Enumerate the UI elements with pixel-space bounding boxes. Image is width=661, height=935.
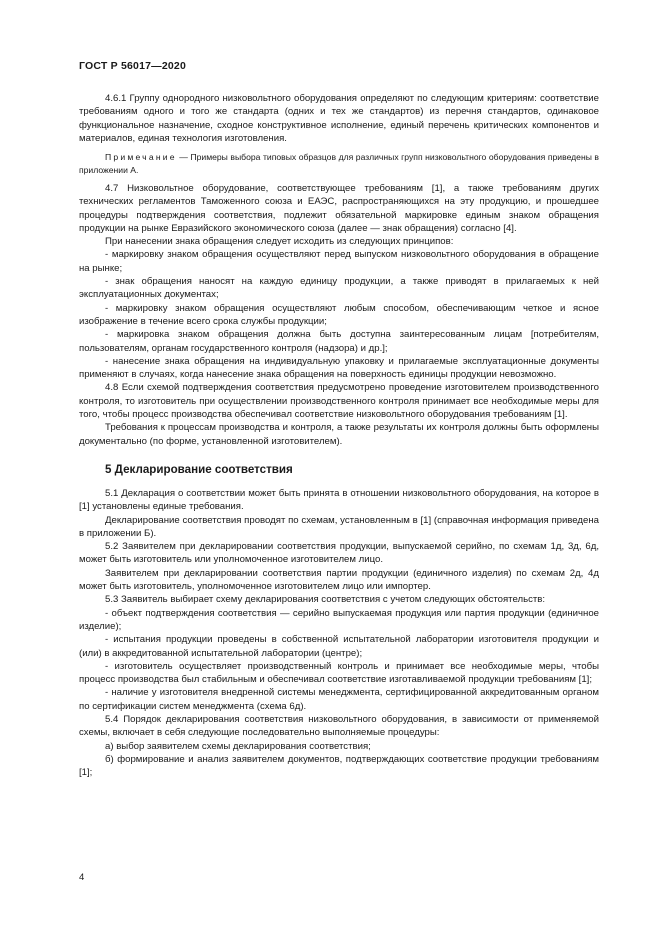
paragraph-group-5 — [79, 487, 599, 780]
note-label: Примечание — [105, 152, 177, 163]
body-paragraph: Декларирование соответствия проводят по схемам, установленным в [1] (справочная информация приведена в приложении Б). — [79, 514, 599, 539]
body-paragraph: Требования к процессам производства и контроля, а также результаты их контроля должны быть оформлены документально (по форме, установленной изготовителем). — [79, 422, 599, 447]
body-paragraph: 5.1 Декларация о соответствии может быть принята в отношении низковольтного оборудования, на которое в [1] установлены единые требования. — [79, 487, 599, 513]
body-paragraph: - маркировка знаком обращения должна быть доступна заинтересованным лицам [потребителям, пользователям, органам государственного контроля (надзора) и др.]; — [79, 329, 599, 354]
body-paragraph: - изготовитель осуществляет производственный контроль и принимает все необходимые меры, чтобы процесс производства был стабильным и обеспечивал соответствие изготавливаемой продукции требованиям [1]; — [79, 660, 599, 686]
body-paragraph: - испытания продукции проведены в собственной испытательной лаборатории изготовителя продукции и (или) в аккредитованной испытательной лаборатории (центре); — [79, 634, 599, 659]
body-paragraph: 4.7 Низковольтное оборудование, соответствующее требованиям [1], а также требованиям других технических регламентов Таможенного союза и ЕАЭС, распространяющихся на эту продукцию, и прошедшее процедуры подтверждения соответствия, подлежит обязательной маркировке единым знаком обращения продукции на рынке Евразийского экономического союза (далее — знак обращения) согласно [4]. — [79, 183, 599, 234]
page-number: 4 — [79, 872, 85, 883]
body-paragraph: 5.4 Порядок декларирования соответствия низковольтного оборудования, в зависимости от применяемой схемы, включает в себя следующие последовательно выполняемые процедуры: — [79, 713, 599, 739]
section-title: 5 Декларирование соответствия — [105, 462, 293, 476]
document-body — [79, 92, 599, 779]
body-paragraph: 5.3 Заявитель выбирает схему декларирования соответствия с учетом следующих обстоятельств: — [105, 594, 546, 606]
body-paragraph: Заявителем при декларировании соответствия партии продукции (единичного изделия) по схемам 2д, 4д может быть изготовитель, уполномоченное изготовителем лицо или импортер. — [79, 567, 599, 593]
body-paragraph: - знак обращения наносят на каждую единицу продукции, а также приводят в прилагаемых к ней эксплуатационных документах; — [79, 276, 599, 301]
body-paragraph: - наличие у изготовителя внедренной системы менеджмента, сертифицированной аккредитованным органом по сертификации систем менеджмента (схема 6д). — [79, 687, 599, 712]
body-paragraph: - маркировку знаком обращения осуществляют любым способом, обеспечивающим четкое и ясное изображение в течение всего срока службы продукции; — [79, 302, 599, 327]
body-paragraph: 5.2 Заявителем при декларировании соответствия продукции, выпускаемой серийно, по схемам 1д, 3д, 6д, может быть изготовитель или уполномоченное изготовителем лицо. — [79, 541, 599, 566]
body-paragraph: 4.6.1 Группу однородного низковольтного оборудования определяют по следующим критериям: соответствие требованиям одного и того же стандарта (одних и тех же стандартов) из перечня стандартов, одинаковое функциональное назначение, сходное конструктивное исполнение, единый перечень критических компонентов и материалов, единая технология изготовления. — [79, 93, 599, 144]
body-paragraph: а) выбор заявителем схемы декларирования соответствия; — [105, 740, 371, 752]
note-paragraph — [79, 151, 599, 176]
paragraph-group-4-7 — [79, 182, 599, 448]
body-paragraph: - нанесение знака обращения на индивидуальную упаковку и прилагаемые эксплуатационные документы применяют в случаях, когда нанесение знака обращения на поверхность единицы продукции невозможно. — [79, 355, 599, 381]
body-paragraph: При нанесении знака обращения следует исходить из следующих принципов: — [105, 236, 454, 248]
body-paragraph: б) формирование и анализ заявителем документов, подтверждающих соответствие продукции требованиям [1]; — [79, 753, 599, 779]
body-paragraph: - объект подтверждения соответствия — серийно выпускаемая продукция или партия продукции (единичное изделие); — [79, 607, 599, 632]
body-paragraph: 4.8 Если схемой подтверждения соответствия предусмотрено проведение изготовителем производственного контроля, то изготовитель при осуществлении производственного контроля принимает все необходимые меры для того, чтобы процесс производства обеспечивал соответствие низковольтного оборудования требованиям [1]. — [79, 382, 599, 421]
paragraph-group-4-6 — [79, 92, 599, 145]
note-text: — Примеры выбора типовых образцов для различных групп низковольтного оборудования приведены в приложении А. — [79, 152, 599, 175]
body-paragraph: - маркировку знаком обращения осуществляют перед выпуском низковольтного оборудования в обращение на рынке; — [79, 249, 599, 274]
document-header: ГОСТ Р 56017—2020 — [79, 60, 187, 72]
